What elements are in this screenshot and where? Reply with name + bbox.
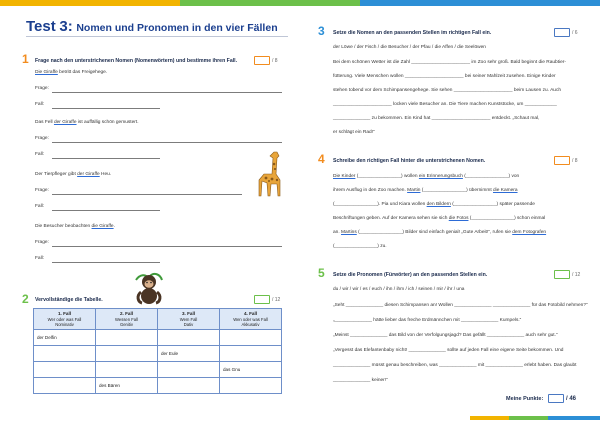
task1-points: / 8 [272, 57, 278, 64]
task2-score-box[interactable] [254, 295, 270, 304]
case-latin-name: Dativ [183, 321, 194, 327]
case-latin-name: Akkusativ [241, 321, 260, 327]
case-name: 1. Fall [57, 311, 72, 316]
task5-points: / 12 [572, 271, 581, 278]
table-cell[interactable] [96, 330, 158, 346]
title-underline [26, 36, 288, 37]
underlined-noun: Die Kinder [333, 174, 356, 179]
case-name: 2. Fall [119, 311, 134, 316]
frage-answer-line[interactable] [52, 246, 282, 247]
table-row [34, 346, 282, 362]
table-cell[interactable] [34, 362, 96, 378]
test-label: Test [26, 18, 56, 35]
total-score [548, 394, 576, 403]
task5-word-bank: du / wir / wir / es / euch / ihn / ihm / ich / seinen / mir / ihr / una [333, 287, 465, 292]
underlined-noun: den Bildern [426, 202, 451, 207]
table-column-header [158, 309, 220, 330]
table-cell[interactable] [220, 330, 282, 346]
underlined-noun: die Giraffe [91, 224, 114, 229]
case-question: Wessen Fall [115, 316, 138, 322]
fall-answer-line[interactable] [52, 108, 160, 109]
total-score-box[interactable] [548, 394, 564, 403]
task4-line [333, 216, 545, 221]
cases-table [33, 308, 282, 394]
task1-score [254, 56, 278, 65]
task3-score-box[interactable] [554, 28, 570, 37]
test-number: 3: [59, 18, 73, 35]
task2-points: / 12 [272, 296, 281, 303]
sentence-text: (________________) zu. [333, 244, 387, 249]
task1-instruction: Frage nach den unterstrichenen Nomen (Nomenwörtern) und bestimme ihren Fall. [35, 58, 238, 64]
underlined-noun: ein Erinnerungsbuch [418, 174, 463, 179]
task2-number: 2 [22, 292, 29, 306]
frage-answer-line[interactable] [52, 92, 282, 93]
cases-table-header [34, 309, 282, 330]
table-row [34, 330, 282, 346]
case-name: 4. Fall [243, 311, 258, 316]
task5-number: 5 [318, 266, 325, 280]
case-question: Wer oder was Fall [47, 316, 82, 322]
sentence-text: (________________) übernimmt [420, 188, 494, 193]
task3-points: / 6 [572, 29, 578, 36]
table-cell[interactable] [96, 346, 158, 362]
table-cell[interactable] [158, 362, 220, 378]
total-points: / 46 [566, 395, 577, 402]
cases-table-body [34, 330, 282, 394]
case-latin-name: Nominativ [55, 321, 74, 327]
sentence-text: (________________). Pia und Kiara wollen [333, 202, 427, 207]
fall-label: Fall: [35, 256, 45, 261]
task3-word-bank: der Löwe / der Fisch / die Besucher / der Pfau / die Affen / die Seelöwen [333, 45, 486, 50]
sentence-text: (________________) wollen [355, 174, 419, 179]
fall-label: Fall: [35, 102, 45, 107]
giraffe-icon [250, 150, 286, 198]
table-cell: der Eule [158, 346, 220, 362]
task3-line: ______________ zu bekommen. Ein Kind hat ______________________ entdeckt. „Schaut mal, [333, 116, 540, 121]
task3-line: er schlägt ein Rad!“ [333, 130, 375, 135]
case-question: Wem Fall [179, 316, 198, 322]
task4-line [333, 188, 518, 193]
task5-instruction: Setze die Pronomen (Fürwörter) an den passenden Stellen ein. [333, 272, 488, 278]
sentence-text: betritt das Freigehege. [57, 70, 108, 75]
task5-line: „Meinst ______________ das Bild von der Verfolgungsjagd? Das gefällt ______________ auch sehr gut.“ [333, 333, 558, 338]
table-cell: der Delfin [34, 330, 96, 346]
frage-answer-line[interactable] [52, 194, 242, 195]
table-cell[interactable] [34, 378, 96, 394]
fall-answer-line[interactable] [52, 210, 160, 211]
total-label: Meine Punkte: [506, 396, 544, 402]
table-cell: das Gnu [220, 362, 282, 378]
sentence-text: (________________) Bilder sind einfach genial! „Gute Arbeit!“, rufen sie [356, 230, 513, 235]
sentence-text: Heu. [99, 172, 112, 177]
task5-score-box[interactable] [554, 270, 570, 279]
underlined-noun: der Giraffe [53, 120, 77, 125]
task5-line: „______________ hätte lieber das freche Erdmännchen mit ______________ Kumpels.“ [333, 318, 522, 323]
frage-label: Frage: [35, 136, 49, 141]
underlined-noun: die Kamera [493, 188, 518, 193]
task4-number: 4 [318, 152, 325, 166]
task4-line [333, 202, 535, 207]
task4-line [333, 174, 519, 179]
table-column-header [220, 309, 282, 330]
case-question: Wen oder was Fall [233, 316, 268, 322]
sentence-text: . [113, 224, 115, 229]
sentence-text: Das Fell [35, 120, 54, 125]
sentence-text: Die Besucher beobachten [35, 224, 92, 229]
table-cell: des Bären [96, 378, 158, 394]
task4-score [554, 156, 578, 165]
task1-sentence [35, 172, 111, 177]
fall-label: Fall: [35, 204, 45, 209]
table-row [34, 378, 282, 394]
task5-line: „Vergesst das Elefantenbaby nicht! ______________ sollte auf jeden Fall eine eigene Seite bekommen. Und [333, 348, 564, 353]
sentence-text: ihrem Ausflug in den Zoo machen. [333, 188, 408, 193]
table-cell[interactable] [158, 330, 220, 346]
table-column-header [96, 309, 158, 330]
frage-label: Frage: [35, 86, 49, 91]
underlined-noun: Martin [407, 188, 421, 193]
sentence-text: Der Tierpfleger gibt [35, 172, 78, 177]
task3-line: fütterung. Viele Menschen wollen ______________________ bei seiner Mahlzeit zusehen. Einige Kinder [333, 74, 556, 79]
table-cell[interactable] [96, 362, 158, 378]
task3-line: stehen tobend vor dem Schimpansengehege. Sie sehen ______________________ beim Lausen zu. Auch [333, 88, 562, 93]
task3-score [554, 28, 578, 37]
sentence-text: (________________) schon einmal [468, 216, 546, 221]
underlined-noun: dem Fotografen [512, 230, 547, 235]
task3-number: 3 [318, 24, 325, 38]
underlined-noun: die Fotos [448, 216, 469, 221]
task4-score-box[interactable] [554, 156, 570, 165]
test-title: Nomen und Pronomen in den vier Fällen [76, 22, 278, 34]
underlined-noun: Die Giraffe [35, 70, 58, 75]
sentence-text: an. [333, 230, 342, 235]
task1-sentence [35, 70, 107, 75]
case-latin-name: Genitiv [119, 321, 134, 327]
table-cell[interactable] [220, 378, 282, 394]
bottom-color-bar [470, 416, 600, 420]
task5-line: ______________ keiner!“ [333, 378, 388, 383]
fall-label: Fall: [35, 152, 45, 157]
table-cell[interactable] [158, 378, 220, 394]
task2-instruction: Vervollständige die Tabelle. [35, 297, 103, 303]
sentence-text: ist auffällig schön gemustert. [76, 120, 139, 125]
underlined-noun: der Giraffe [77, 172, 100, 177]
table-cell[interactable] [34, 346, 96, 362]
frage-label: Frage: [35, 188, 49, 193]
fall-answer-line[interactable] [52, 262, 160, 263]
task5-score [554, 270, 580, 279]
fall-answer-line[interactable] [52, 158, 160, 159]
task2-score [254, 295, 280, 304]
underlined-noun: Martins [341, 230, 357, 235]
frage-label: Frage: [35, 240, 49, 245]
page-title [26, 18, 278, 35]
task1-sentence [35, 120, 139, 125]
task4-line [333, 230, 546, 235]
chimpanzee-icon [132, 270, 166, 306]
table-column-header [34, 309, 96, 330]
task4-line [333, 244, 387, 249]
sentence-text: (________________) später passende [450, 202, 535, 207]
task1-score-box[interactable] [254, 56, 270, 65]
table-cell[interactable] [220, 346, 282, 362]
task5-line: „Seht ______________ diesen Schimpansen an! Wollen ______________ ______________ für das Fotobild nehmen?“ [333, 303, 588, 308]
task1-sentence [35, 224, 115, 229]
task4-points: / 8 [572, 157, 578, 164]
case-name: 3. Fall [181, 311, 196, 316]
task1-number: 1 [22, 52, 29, 66]
task4-instruction: Schreibe den richtigen Fall hinter die unterstrichenen Nomen. [333, 158, 486, 164]
task5-line: ______________ müsst genau beschreiben, was ______________ mit ______________ erlebt haben. Das glaubt [333, 363, 577, 368]
task3-line: Bei dem schönen Wetter ist die Zahl ______________________ im Zoo sehr groß. Bald beginnt die Raubtier- [333, 60, 566, 65]
sentence-text: (________________) von [462, 174, 520, 179]
task3-line: ______________________ locken viele Besucher an. Die Tiere machen Kunststücke, um ____________ [333, 102, 557, 107]
table-row [34, 362, 282, 378]
task3-instruction: Setze die Nomen an den passenden Stellen im richtigen Fall ein. [333, 30, 492, 36]
top-color-bar [0, 0, 600, 6]
frage-answer-line[interactable] [52, 142, 282, 143]
sentence-text: Beschriftungen geben. Auf der Kamera sehen sie sich [333, 216, 449, 221]
